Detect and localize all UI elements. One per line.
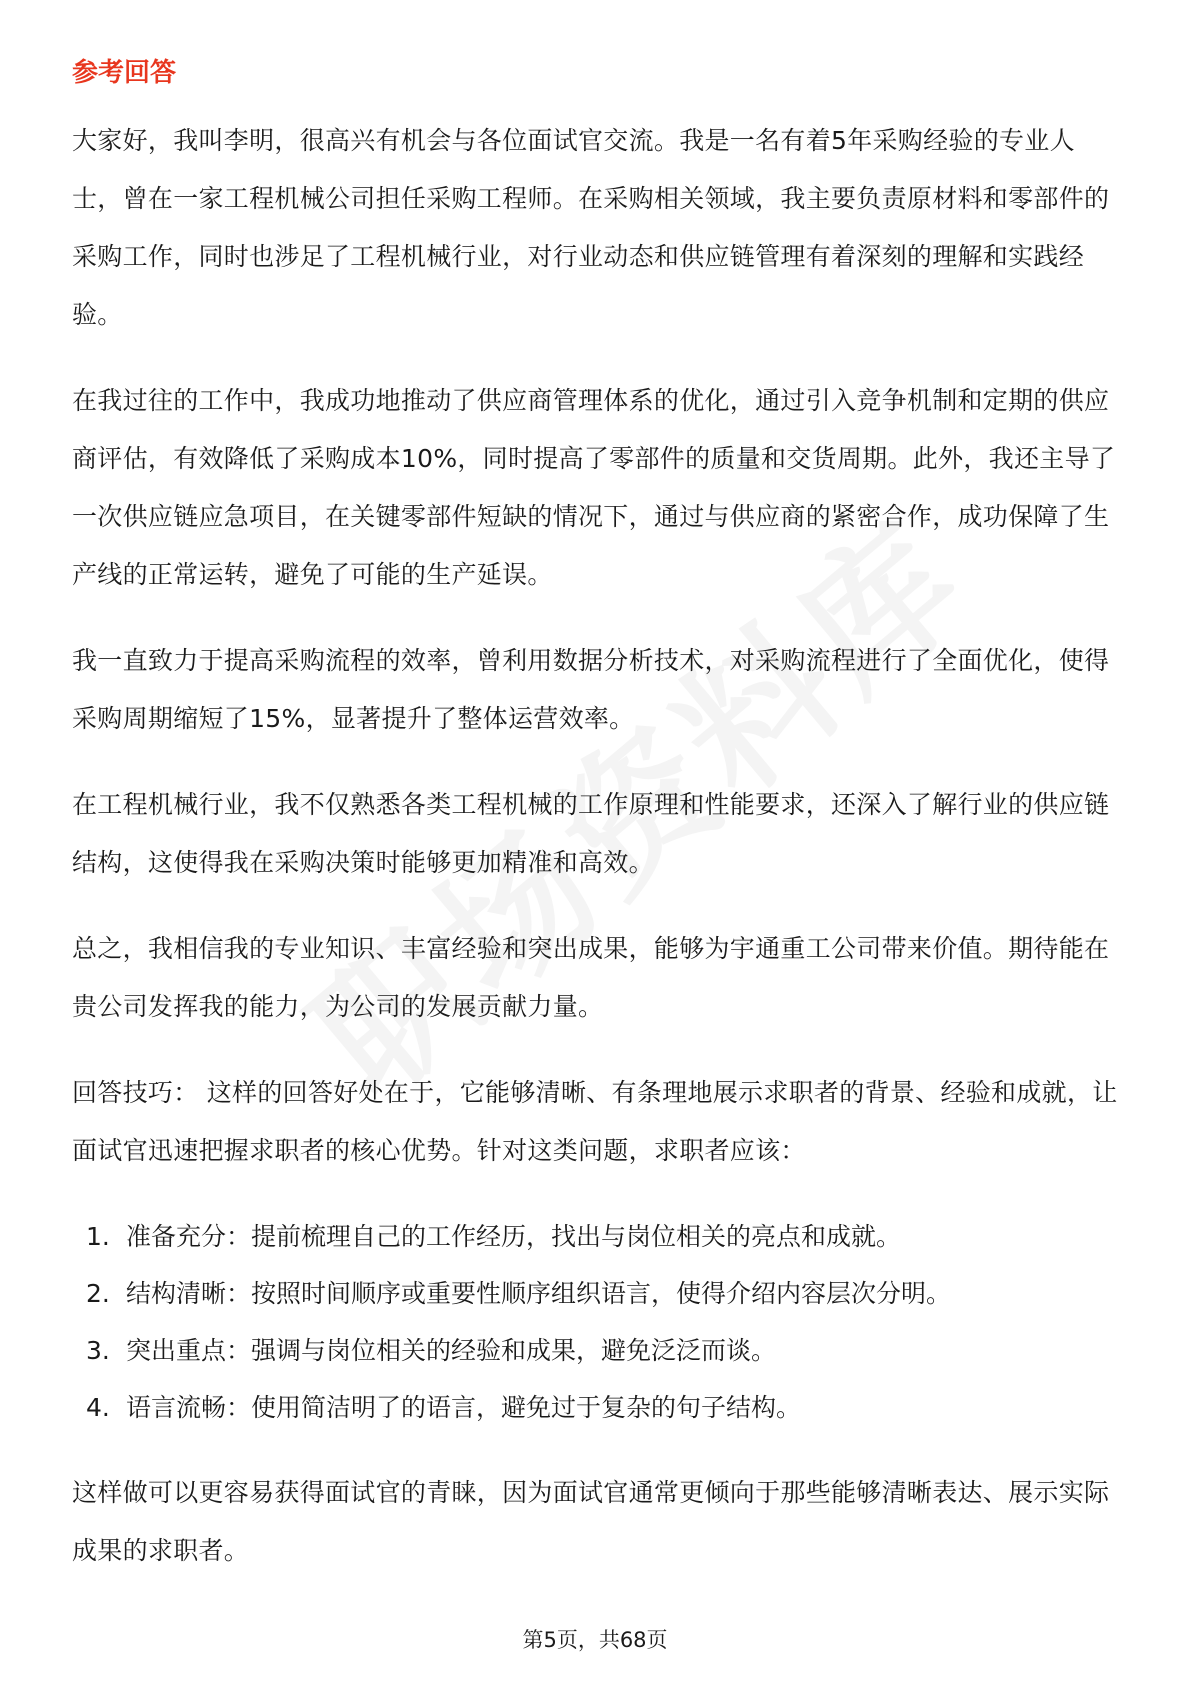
list-item-text: 突出重点：强调与岗位相关的经验和成果，避免泛泛而谈。 — [126, 1336, 777, 1365]
section-heading: 参考回答 — [72, 58, 177, 88]
list-item — [72, 1208, 1122, 1265]
paragraph-summary: 总之，我相信我的专业知识、丰富经验和突出成果，能够为宇通重工公司带来价值。期待能在贵公司发挥我的能力，为公司的发展贡献力量。 — [72, 934, 1110, 1021]
list-item — [72, 1322, 1122, 1379]
paragraph-achievements: 在我过往的工作中，我成功地推动了供应商管理体系的优化，通过引入竞争机制和定期的供应商评估，有效降低了采购成本10%，同时提高了零部件的质量和交货周期。此外，我还主导了一次供应链应急项目，在关键零部件短缺的情况下，通过与供应商的紧密合作，成功保障了生产线的正常运转，避免了可能的生产延误。 — [72, 386, 1116, 589]
answer-content — [72, 112, 1122, 1608]
list-item-text: 准备充分：提前梳理自己的工作经历，找出与岗位相关的亮点和成就。 — [126, 1222, 902, 1251]
paragraph-industry: 在工程机械行业，我不仅熟悉各类工程机械的工作原理和性能要求，还深入了解行业的供应链结构，这使得我在采购决策时能够更加精准和高效。 — [72, 790, 1110, 877]
list-item-text: 语言流畅：使用简洁明了的语言，避免过于复杂的句子结构。 — [126, 1393, 802, 1422]
list-item — [72, 1379, 1122, 1436]
list-item-number: 4. — [86, 1393, 110, 1422]
list-item-number: 3. — [86, 1336, 110, 1365]
tips-list — [72, 1208, 1122, 1436]
list-item-number: 1. — [86, 1222, 110, 1251]
page-number: 第5页，共68页 — [522, 1628, 668, 1652]
paragraph-intro: 大家好，我叫李明，很高兴有机会与各位面试官交流。我是一名有着5年采购经验的专业人士，曾在一家工程机械公司担任采购工程师。在采购相关领域，我主要负责原材料和零部件的采购工作，同时也涉足了工程机械行业，对行业动态和供应链管理有着深刻的理解和实践经验。 — [72, 126, 1110, 329]
paragraph-closing: 这样做可以更容易获得面试官的青睐，因为面试官通常更倾向于那些能够清晰表达、展示实际成果的求职者。 — [72, 1478, 1110, 1565]
list-item-text: 结构清晰：按照时间顺序或重要性顺序组织语言，使得介绍内容层次分明。 — [126, 1279, 952, 1308]
list-item — [72, 1265, 1122, 1322]
list-item-number: 2. — [86, 1279, 110, 1308]
paragraph-efficiency: 我一直致力于提高采购流程的效率，曾利用数据分析技术，对采购流程进行了全面优化，使得采购周期缩短了15%，显著提升了整体运营效率。 — [72, 646, 1110, 733]
paragraph-tips-intro: 回答技巧： 这样的回答好处在于，它能够清晰、有条理地展示求职者的背景、经验和成就，让面试官迅速把握求职者的核心优势。针对这类问题，求职者应该： — [72, 1078, 1118, 1165]
